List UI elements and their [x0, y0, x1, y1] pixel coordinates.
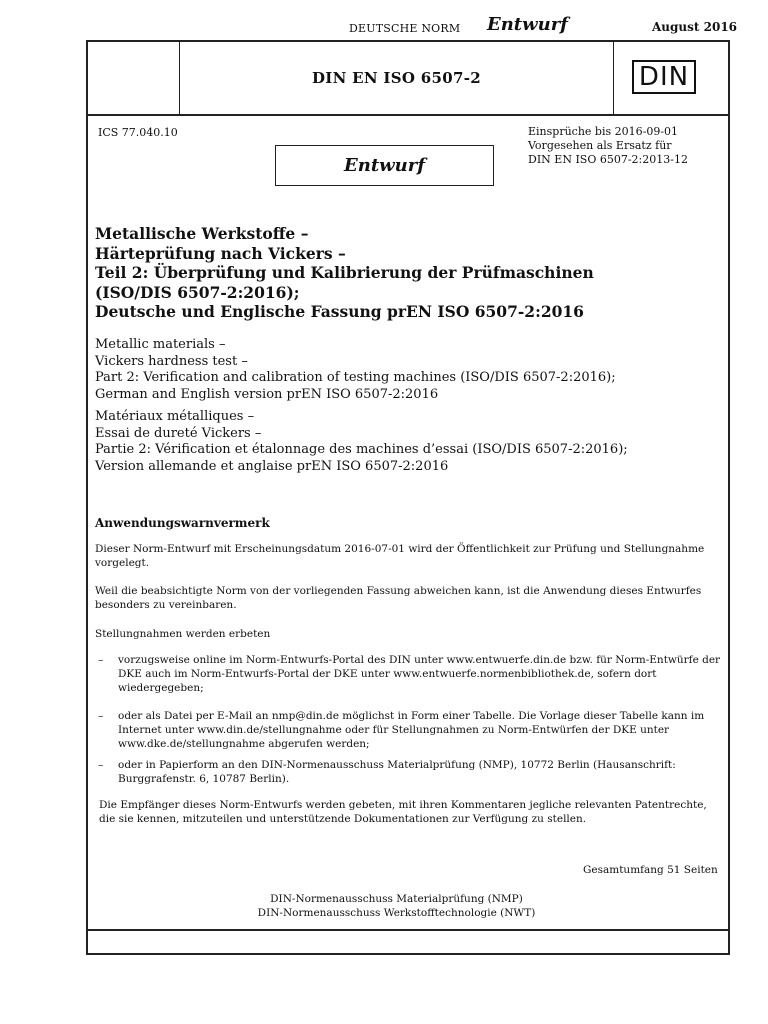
title-english	[95, 337, 725, 403]
notice-paragraph-3: Stellungnahmen werden erbeten	[95, 628, 271, 640]
standard-number: DIN EN ISO 6507-2	[312, 68, 481, 87]
committees-block	[180, 892, 613, 920]
title-de-line: Teil 2: Überprüfung und Kalibrierung der Prüfmaschinen	[95, 263, 594, 282]
issue-date: August 2016	[652, 20, 738, 34]
title-en-line: German and English version prEN ISO 6507-2:2016	[95, 386, 439, 402]
ics-code: ICS 77.040.10	[98, 126, 178, 139]
title-en-line: Metallic materials –	[95, 337, 226, 352]
notice-paragraph-1: Dieser Norm-Entwurf mit Erscheinungsdatum 2016-07-01 wird der Öffentlichkeit zur Prüfung und Stellungnahme vorgelegt.	[95, 543, 705, 569]
draft-label: Entwurf	[487, 14, 568, 35]
committee-name: DIN-Normenausschuss Werkstofftechnologie (NWT)	[257, 907, 536, 919]
bullet-dash: –	[98, 710, 104, 722]
list-item	[98, 758, 722, 786]
title-german	[95, 224, 725, 322]
list-item	[98, 653, 722, 695]
replaced-standard: DIN EN ISO 6507-2:2013-12	[528, 153, 688, 166]
bullet-dash: –	[98, 759, 104, 771]
title-de-line: Deutsche und Englische Fassung prEN ISO 6507-2:2016	[95, 302, 584, 321]
list-item-text: oder in Papierform an den DIN-Normenausschuss Materialprüfung (NMP), 10772 Berlin (Hausanschrift: Burggrafenstr. 6, 10787 Berlin).	[118, 759, 676, 785]
header-divider-right	[613, 41, 614, 114]
bullet-dash: –	[98, 654, 104, 666]
committee-name: DIN-Normenausschuss Materialprüfung (NMP)	[270, 893, 523, 905]
comment-deadline-block	[528, 125, 688, 167]
title-fr-line: Version allemande et anglaise prEN ISO 6507-2:2016	[95, 458, 449, 474]
replacement-label: Vorgesehen als Ersatz für	[528, 139, 672, 152]
draft-box: Entwurf	[275, 145, 494, 186]
norm-type-label: DEUTSCHE NORM	[349, 22, 461, 35]
list-item-text: oder als Datei per E-Mail an nmp@din.de möglichst in Form einer Tabelle. Die Vorlage dieser Tabelle kann im Internet unter www.din.de/stellungnahme oder für Stellungnahmen zu Norm-Entwürfen der DKE unter www.dke.de/stellungnahme abgerufen werden;	[118, 710, 705, 750]
comment-deadline: Einsprüche bis 2016-09-01	[528, 125, 679, 138]
total-pages: Gesamtumfang 51 Seiten	[583, 864, 718, 876]
title-fr-line: Matériaux métalliques –	[95, 409, 255, 424]
title-de-line: Härteprüfung nach Vickers –	[95, 243, 346, 263]
list-item	[98, 709, 722, 751]
title-de-line: Metallische Werkstoffe –	[95, 224, 309, 243]
list-item-text: vorzugsweise online im Norm-Entwurfs-Portal des DIN unter www.entwuerfe.din.de bzw. für Norm-Entwürfe der DKE auch im Norm-Entwurfs-Portal der DKE unter www.entwuerfe.normenbibliothek.de, sofern dort wiedergegeben;	[118, 654, 721, 694]
notice-heading: Anwendungswarnvermerk	[95, 516, 270, 530]
footer-rule	[87, 929, 729, 931]
title-en-line: Part 2: Verification and calibration of testing machines (ISO/DIS 6507-2:2016);	[95, 370, 616, 385]
title-french	[95, 409, 725, 475]
title-fr-line: Partie 2: Vérification et étalonnage des machines d’essai (ISO/DIS 6507-2:2016);	[95, 442, 628, 457]
din-logo: DIN	[632, 60, 696, 94]
notice-paragraph-4: Die Empfänger dieses Norm-Entwurfs werden gebeten, mit ihren Kommentaren jegliche relevanten Patentrechte, die sie kennen, mitzuteilen und unterstützende Dokumentationen zur Verfügung zu stellen.	[99, 799, 707, 825]
title-de-line: (ISO/DIS 6507-2:2016);	[95, 282, 300, 302]
title-en-line: Vickers hardness test –	[95, 353, 248, 369]
title-fr-line: Essai de dureté Vickers –	[95, 425, 262, 441]
header-bottom-rule	[87, 114, 729, 116]
notice-paragraph-2: Weil die beabsichtigte Norm von der vorliegenden Fassung abweichen kann, ist die Anwendung dieses Entwurfes besonders zu vereinbaren.	[95, 585, 702, 611]
